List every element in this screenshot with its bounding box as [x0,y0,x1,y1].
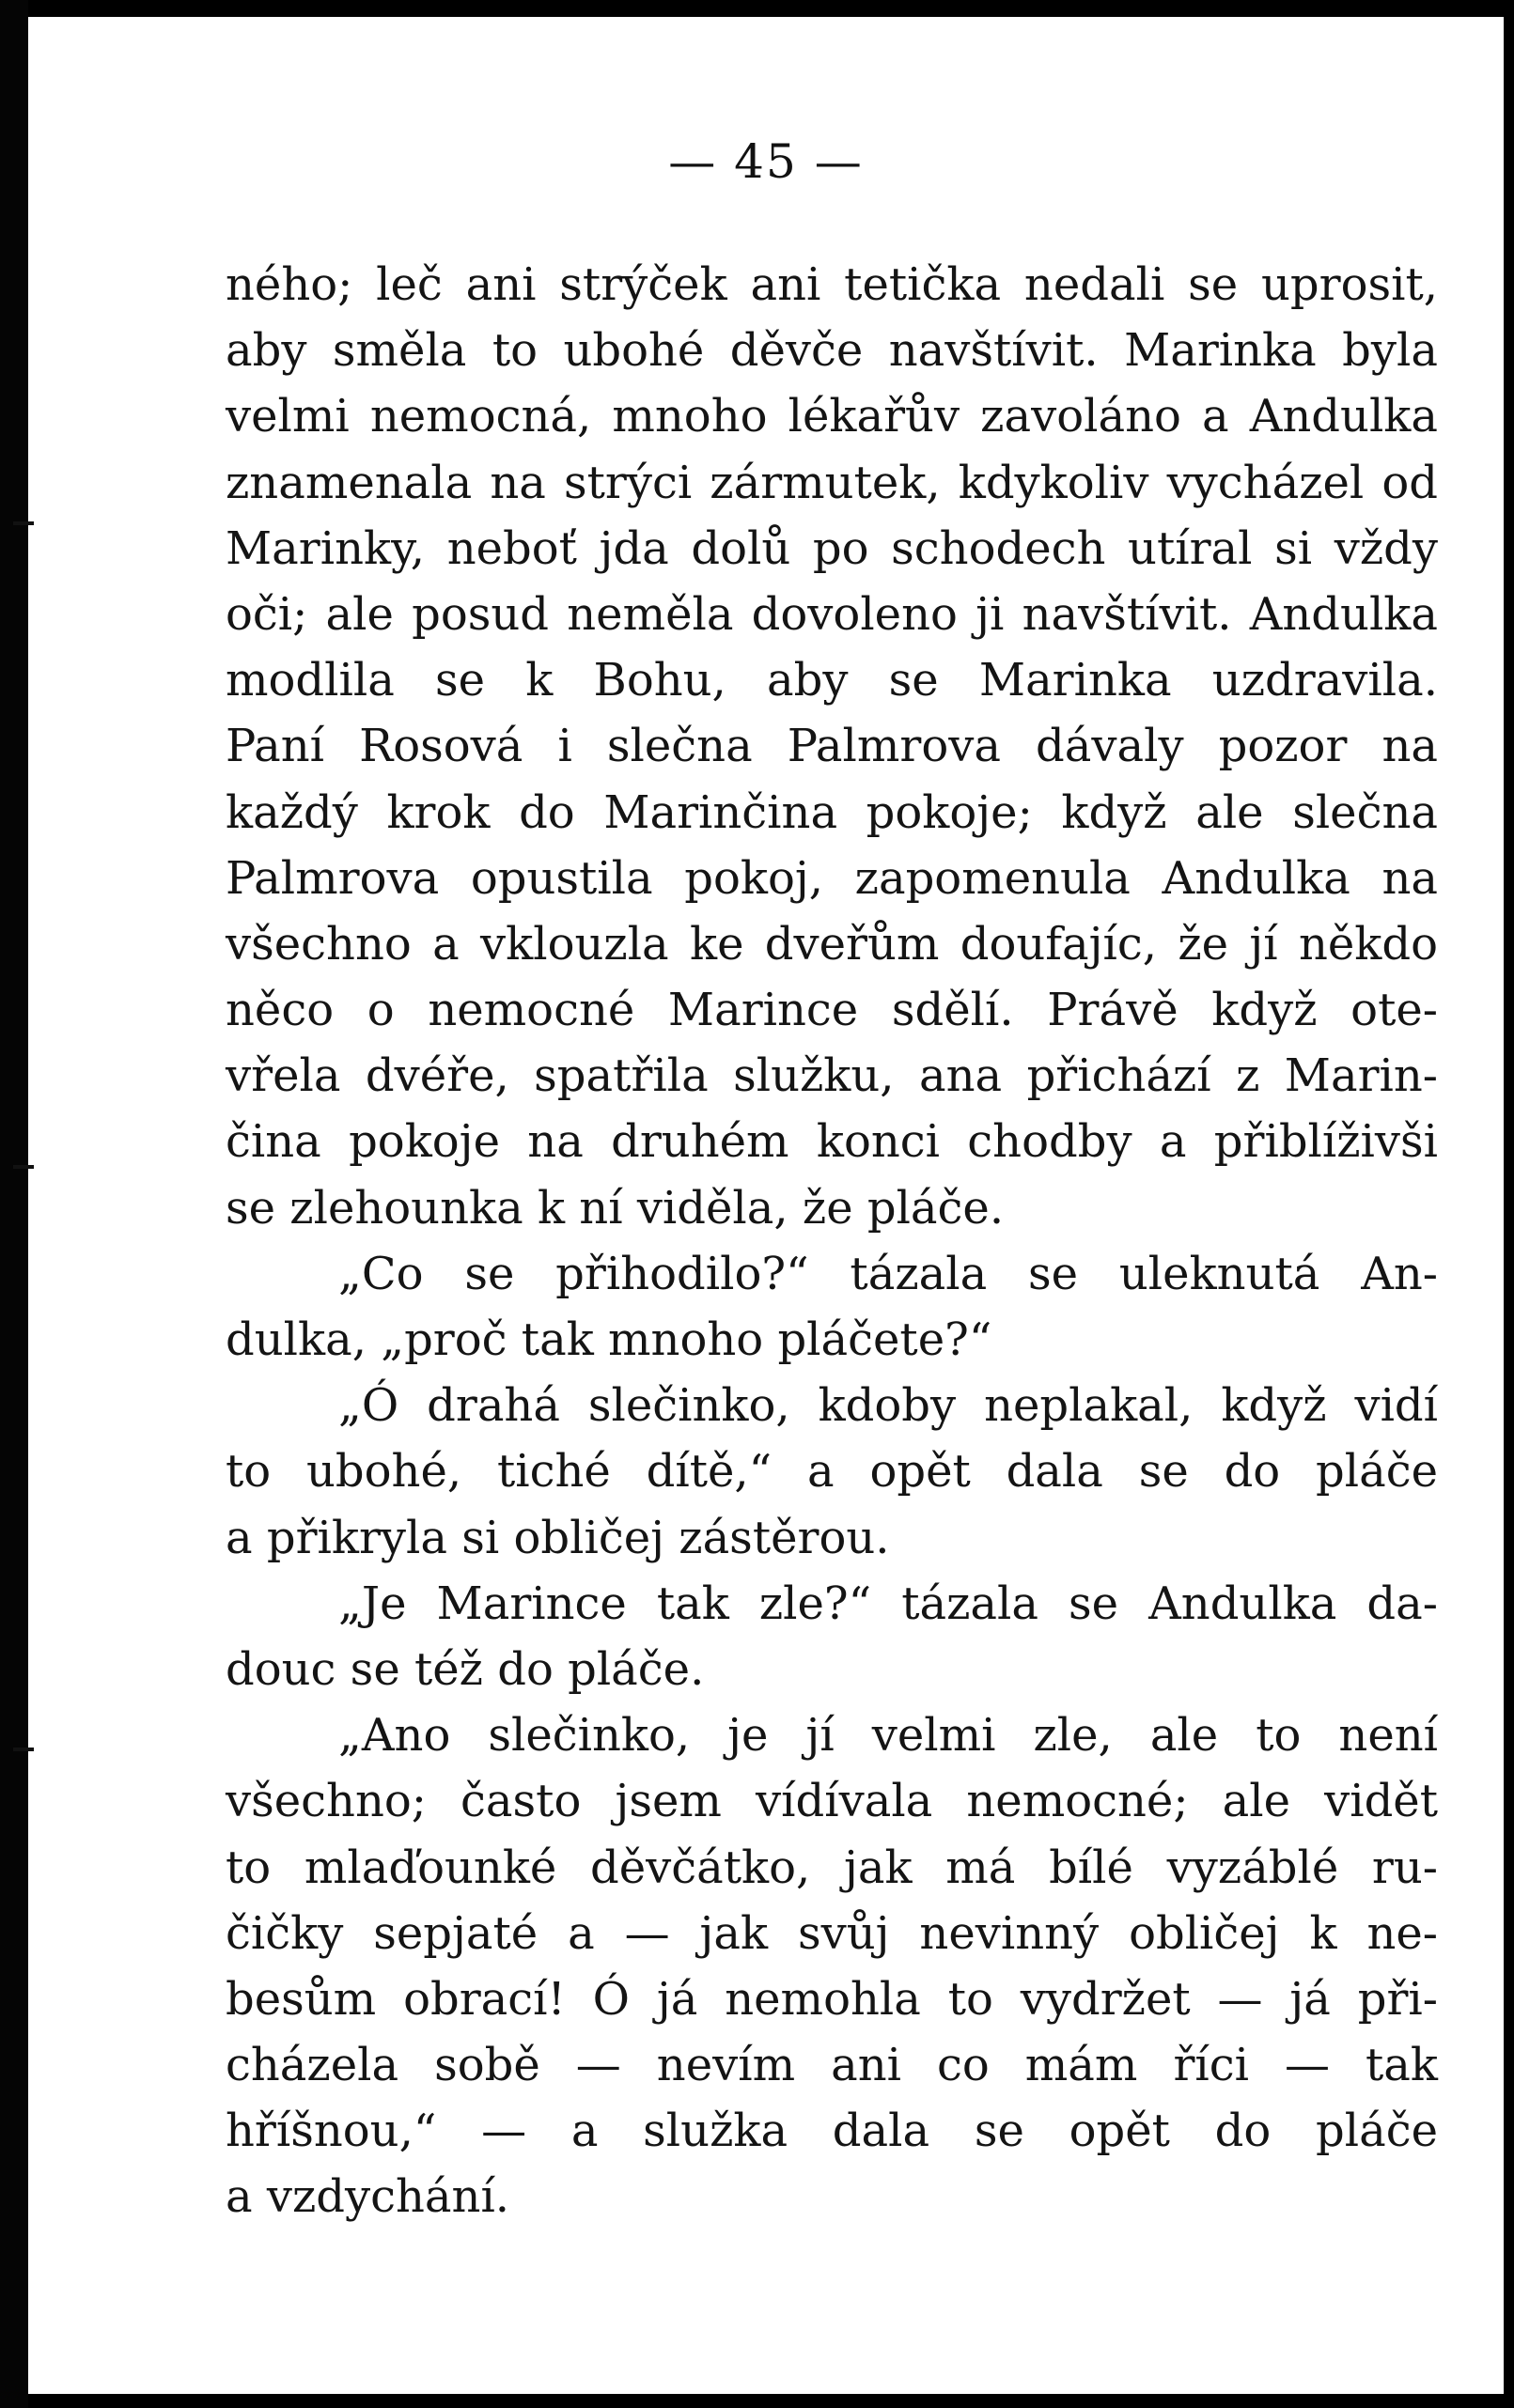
text-line: ného; leč ani strýček ani tetička nedali se uprosit, [226,258,1438,311]
text-line: všechno a vklouzla ke dveřům doufajíc, že jí někdo [226,917,1438,971]
text-line: se zlehounka k ní viděla, že pláče. [226,1181,1005,1235]
text-line: Paní Rosová i slečna Palmrova dávaly pozor na [226,720,1438,773]
body-text [226,252,1438,2230]
text-line: cházela sobě — nevím ani co mám říci — tak [226,2039,1438,2092]
text-line: „Co se přihodilo?“ tázala se uleknutá An- [338,1247,1438,1300]
text-line: to mlaďounké děvčátko, jak má bílé vyzáblé ru- [226,1841,1438,1894]
text-line: něco o nemocné Marince sdělí. Právě když ote- [226,984,1438,1037]
text-line: dulka, „proč tak mnoho pláčete?“ [226,1313,992,1366]
book-page [28,17,1504,2394]
text-line: znamenala na strýci zármutek, kdykoliv vycházel od [226,456,1438,509]
text-line: „Ano slečinko, je jí velmi zle, ale to není [338,1709,1438,1763]
text-line: čičky sepjaté a — jak svůj nevinný obličej k ne- [226,1906,1438,1960]
text-line: a vzdychání. [226,2170,510,2224]
text-line: každý krok do Marinčina pokoje; když ale slečna [226,785,1438,839]
text-line: hříšnou,“ — a služka dala se opět do pláče [226,2105,1438,2158]
text-line: Palmrova opustila pokoj, zapomenula Andulka na [226,851,1438,905]
text-line: douc se též do pláče. [226,1642,705,1696]
text-line: čina pokoje na druhém konci chodby a přiblíživši [226,1115,1438,1169]
text-line: velmi nemocná, mnoho lékařův zavoláno a Andulka [226,390,1438,443]
text-line: aby směla to ubohé děvče navštívit. Marinka byla [226,324,1438,378]
text-line: všechno; často jsem vídívala nemocné; ale vidět [226,1775,1438,1828]
text-line: Marinky, neboť jda dolů po schodech utíral si vždy [226,521,1438,575]
text-line: vřela dvéře, spatřila služku, ana přichází z Marin- [226,1049,1438,1103]
text-line: oči; ale posud neměla dovoleno ji navštívit. Andulka [226,587,1438,641]
text-line: a přikryla si obličej zástěrou. [226,1511,890,1564]
gutter-mark [13,521,34,525]
text-line: „Ó drahá slečinko, kdoby neplakal, když vidí [338,1379,1438,1433]
gutter-mark [13,1748,34,1751]
text-line: to ubohé, tiché dítě,“ a opět dala se do pláče [226,1445,1438,1499]
text-line: modlila se k Bohu, aby se Marinka uzdravila. [226,654,1438,707]
page-number: — 45 — [668,134,864,189]
text-line: besům obrací! Ó já nemohla to vydržet — já při- [226,1972,1438,2026]
scan-left-edge [0,0,28,2408]
text-line: „Je Marince tak zle?“ tázala se Andulka da- [338,1577,1438,1630]
scan-right-edge [1504,0,1514,2408]
gutter-mark [13,1165,34,1169]
